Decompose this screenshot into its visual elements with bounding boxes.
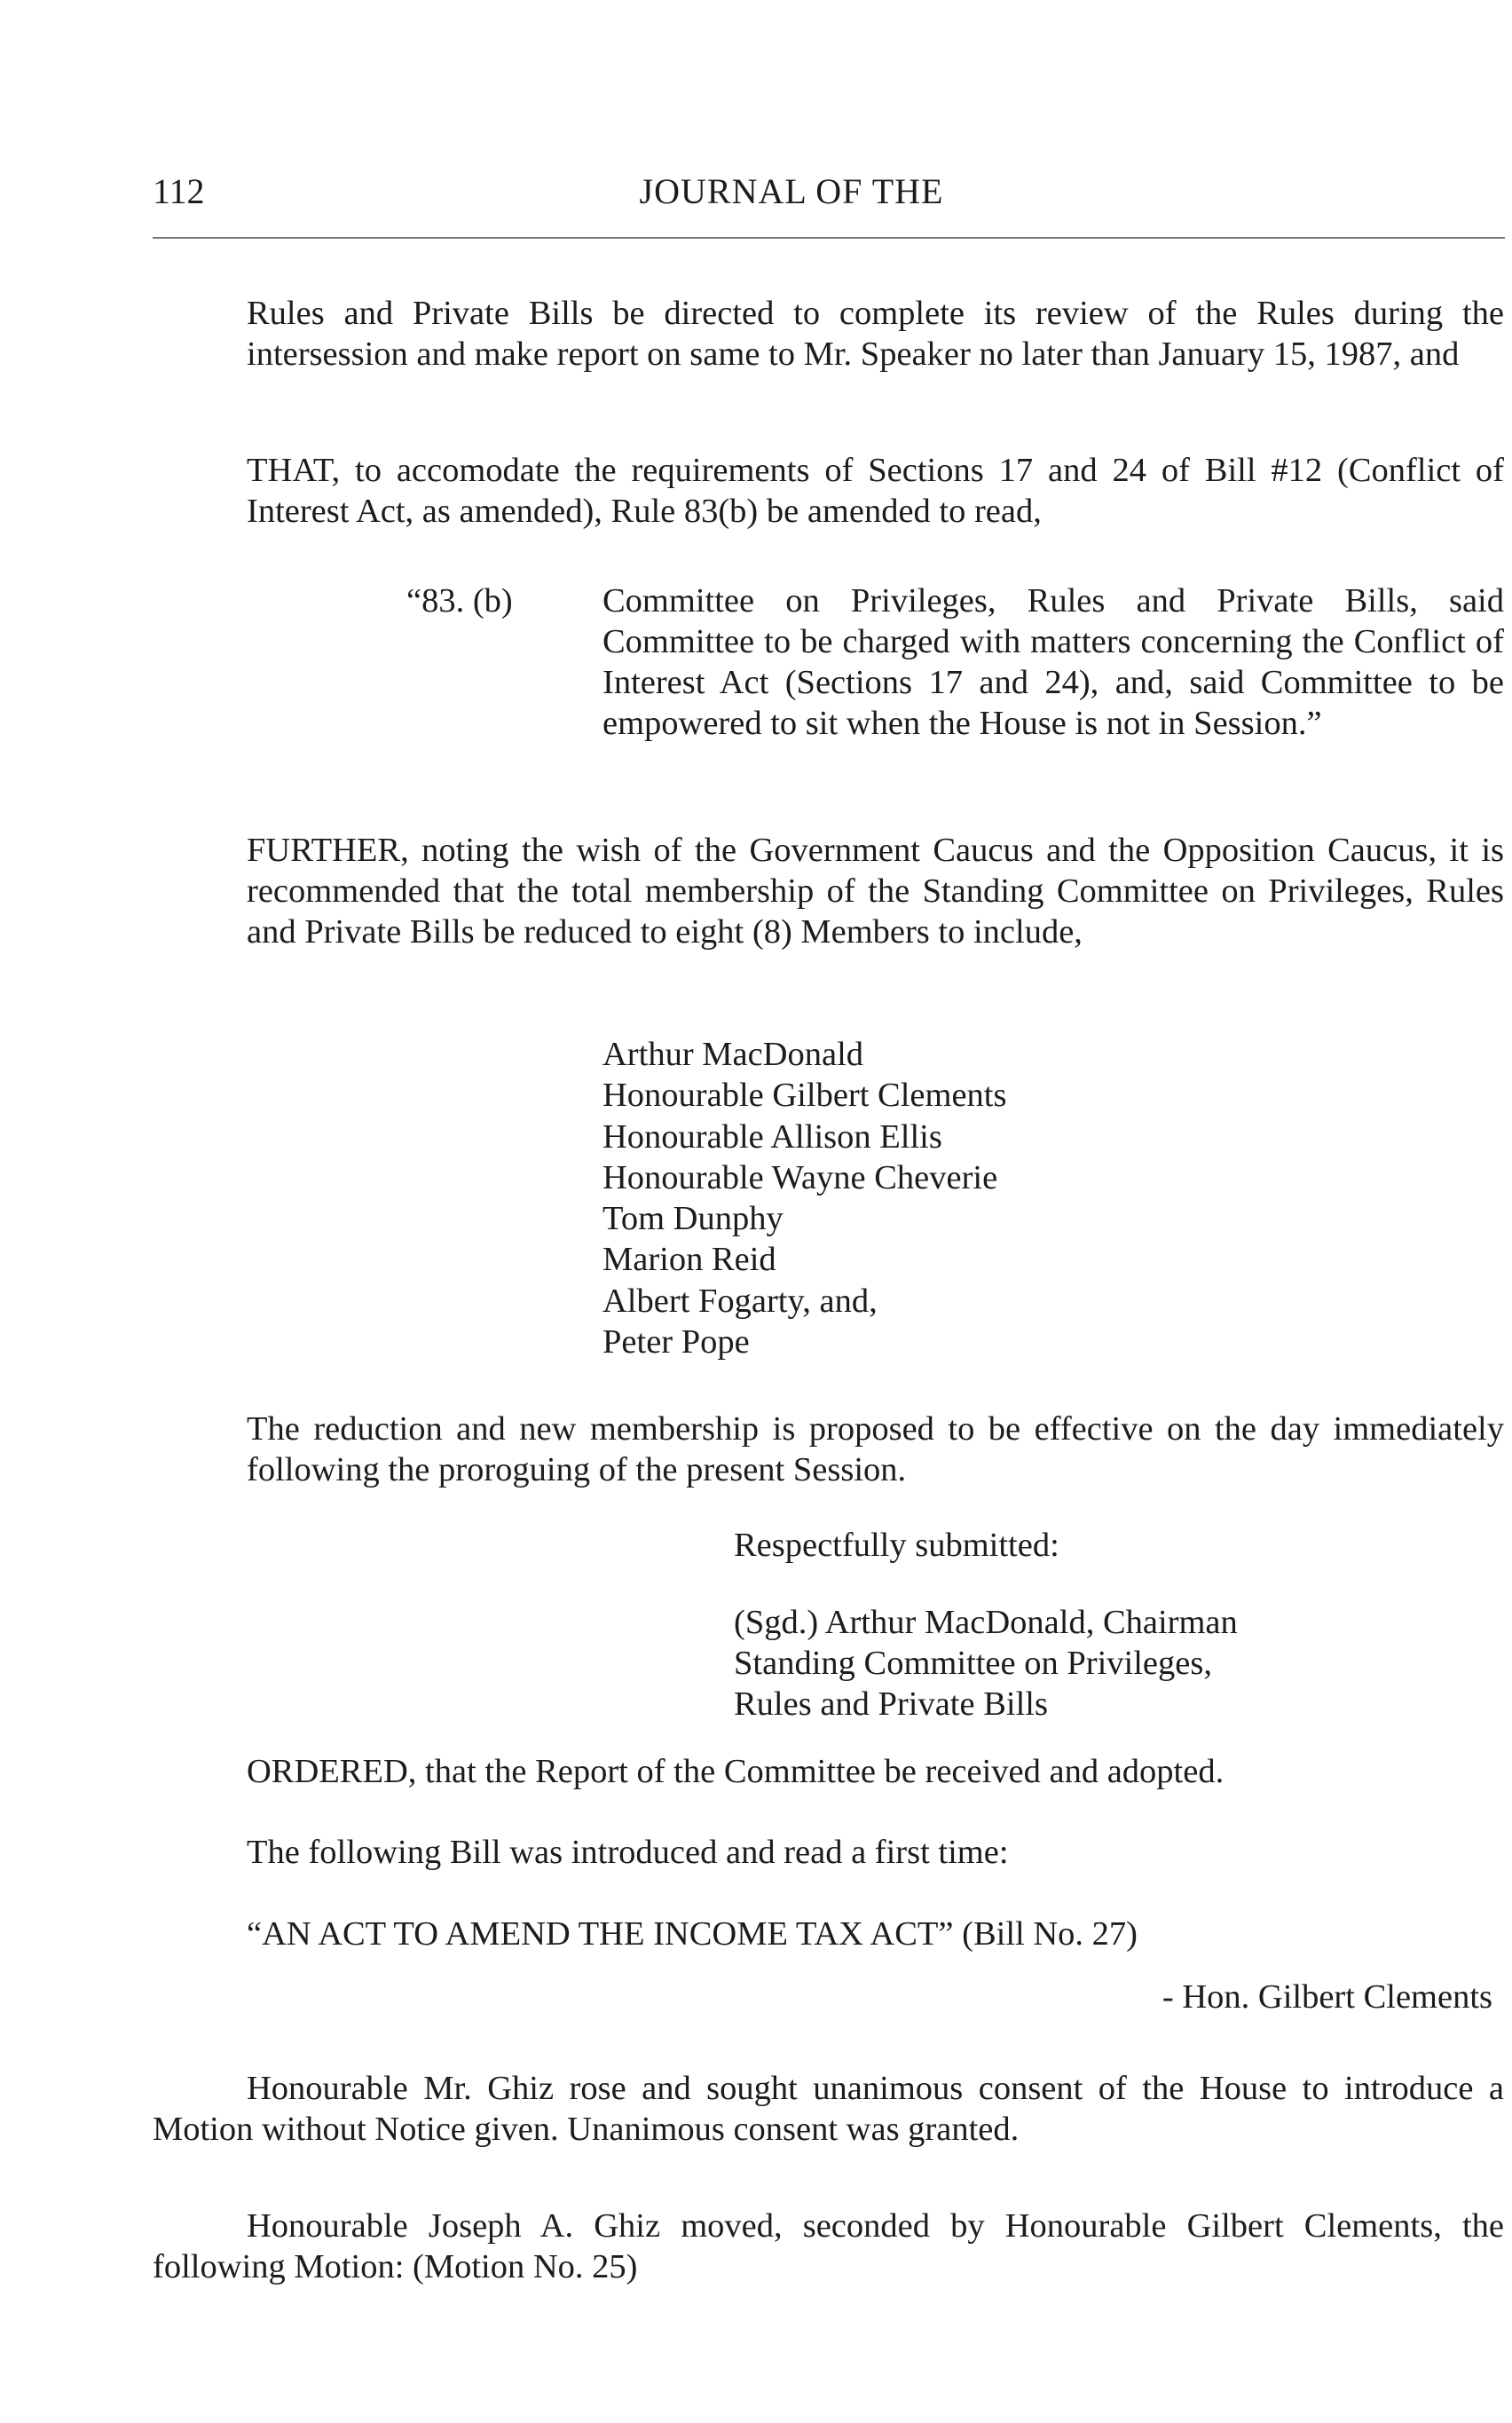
member-list [602,1034,1006,1362]
signature-line: Standing Committee on Privileges, [734,1645,1212,1682]
list-item: Peter Pope [602,1323,750,1361]
signature-closing: Respectfully submitted: [734,1527,1059,1564]
signature-block [734,1602,1238,1725]
list-item: Honourable Wayne Cheverie [602,1158,998,1196]
list-item: Tom Dunphy [602,1200,784,1238]
paragraph-ordered: ORDERED, that the Report of the Committee be received and adopted. [247,1753,1225,1790]
list-item: Marion Reid [602,1241,776,1279]
paragraph-motion: Honourable Joseph A. Ghiz moved, seconded by Honourable Gilbert Clements, the following Motion: (Motion No. 25) [153,2207,1504,2285]
bill-sponsor: - Hon. Gilbert Clements [1162,1978,1492,2016]
running-head: JOURNAL OF THE [639,171,944,211]
rule-number: “83. (b) [406,582,513,620]
paragraph-unanimous-consent: Honourable Mr. Ghiz rose and sought unanimous consent of the House to introduce a Motion without Notice given. Unanimous consent was granted. [153,2070,1504,2148]
paragraph-rule-amendment: THAT, to accomodate the requirements of Sections 17 and 24 of Bill #12 (Conflict of Interest Act, as amended), Rule 83(b) be amended to read, [247,452,1504,530]
signature-line: Rules and Private Bills [734,1685,1048,1723]
paragraph-reduction: The reduction and new membership is proposed to be effective on the day immediately following the proroguing of the present Session. [247,1410,1504,1488]
list-item: Honourable Allison Ellis [602,1117,942,1156]
header-rule [153,237,1505,239]
paragraph-bill-intro: The following Bill was introduced and read a first time: [247,1834,1009,1871]
list-item: Arthur MacDonald [602,1036,864,1073]
list-item: Albert Fogarty, and, [602,1282,878,1320]
signature-line: (Sgd.) Arthur MacDonald, Chairman [734,1604,1238,1641]
bill-title: “AN ACT TO AMEND THE INCOME TAX ACT” (Bill No. 27) [247,1915,1138,1953]
list-item: Honourable Gilbert Clements [602,1077,1007,1115]
page-number: 112 [153,171,205,211]
paragraph-rules-review: Rules and Private Bills be directed to complete its review of the Rules during the intersession and make report on same to Mr. Speaker no later than January 15, 1987, and [247,295,1504,373]
rule-text: Committee on Privileges, Rules and Private Bills, said Committee to be charged with matters concerning the Conflict of Interest Act (Sections 17 and 24), and, said Committee to be empowered to sit when the House is not in Session.” [602,582,1504,742]
paragraph-membership: FURTHER, noting the wish of the Government Caucus and the Opposition Caucus, it is recommended that the total membership of the Standing Committee on Privileges, Rules and Private Bills be reduced to eight (8) Members to include, [247,832,1504,951]
